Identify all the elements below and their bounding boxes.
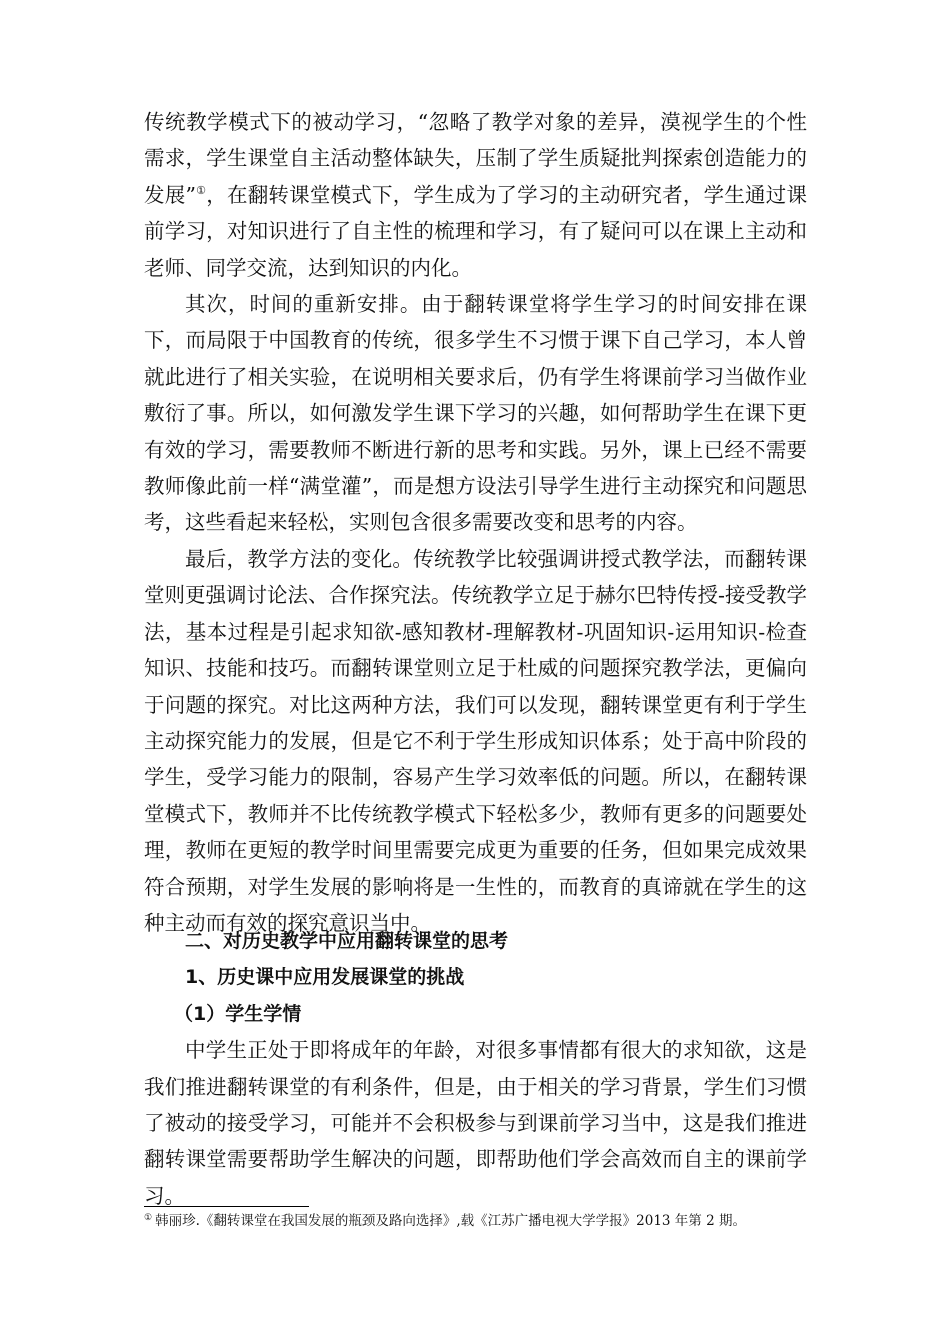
footnote	[144, 1210, 807, 1232]
subsubsection-heading: （1）学生学情	[174, 1002, 302, 1025]
paragraph-2: 其次，时间的重新安排。由于翻转课堂将学生学习的时间安排在课下，而局限于中国教育的传统，很多学生不习惯于课下自己学习，本人曾就此进行了相关实验，在说明相关要求后，仍有学生将课前学习当做作业敷衍了事。所以，如何激发学生课下学习的兴趣，如何帮助学生在课下更有效的学习，需要教师不断进行新的思考和实践。另外，课上已经不需要教师像此前一样“满堂灌”，而是想方设法引导学生进行主动探究和问题思考，这些看起来轻松，实则包含很多需要改变和思考的内容。	[144, 292, 807, 535]
paragraph-1-text-a: 传统教学模式下的被动学习，“忽略了教学对象的差异，漠视学生的个性需求，学生课堂自主活动整体缺失，压制了学生质疑批判探索创造能力的发展”	[144, 110, 807, 207]
footnote-separator	[144, 1206, 309, 1207]
footnote-marker: ①	[144, 1213, 153, 1223]
footnote-reference[interactable]: ①	[195, 183, 207, 197]
body-text-bottom	[144, 923, 807, 1214]
paragraph-3: 最后，教学方法的变化。传统教学比较强调讲授式教学法，而翻转课堂则更强调讨论法、合作探究法。传统教学立足于赫尔巴特传授-接受教学法，基本过程是引起求知欲-感知教材-理解教材-巩固知识-运用知识-检查知识、技能和技巧。而翻转课堂则立足于杜威的问题探究教学法，更偏向于问题的探究。对比这两种方法，我们可以发现，翻转课堂更有利于学生主动探究能力的发展，但是它不利于学生形成知识体系；处于高中阶段的学生，受学习能力的限制，容易产生学习效率低的问题。所以，在翻转课堂模式下，教师并不比传统教学模式下轻松多少，教师有更多的问题要处理，教师在更短的教学时间里需要完成更为重要的任务，但如果完成效果符合预期，对学生发展的影响将是一生性的，而教育的真谛就在学生的这种主动而有效的探究意识当中。	[144, 546, 807, 935]
footnote-text: 韩丽珍.《翻转课堂在我国发展的瓶颈及路向选择》,载《江苏广播电视大学学报》2013 年第 2 期。	[155, 1213, 746, 1229]
section-heading: 二、对历史教学中应用翻转课堂的思考	[185, 930, 509, 952]
paragraph-1	[144, 104, 807, 286]
subsection-heading: 1、历史课中应用发展课堂的挑战	[185, 966, 465, 989]
paragraph-1-text-b: ，在翻转课堂模式下，学生成为了学习的主动研究者，学生通过课前学习，对知识进行了自主性的梳理和学习，有了疑问可以在课上主动和老师、同学交流，达到知识的内化。	[144, 182, 807, 280]
paragraph-4: 中学生正处于即将成年的年龄，对很多事情都有很大的求知欲，这是我们推进翻转课堂的有利条件，但是，由于相关的学习背景，学生们习惯了被动的接受学习，可能并不会积极参与到课前学习当中，这是我们推进翻转课堂需要帮助学生解决的问题，即帮助他们学会高效而自主的课前学习。	[144, 1038, 807, 1208]
body-text-top	[144, 104, 807, 941]
